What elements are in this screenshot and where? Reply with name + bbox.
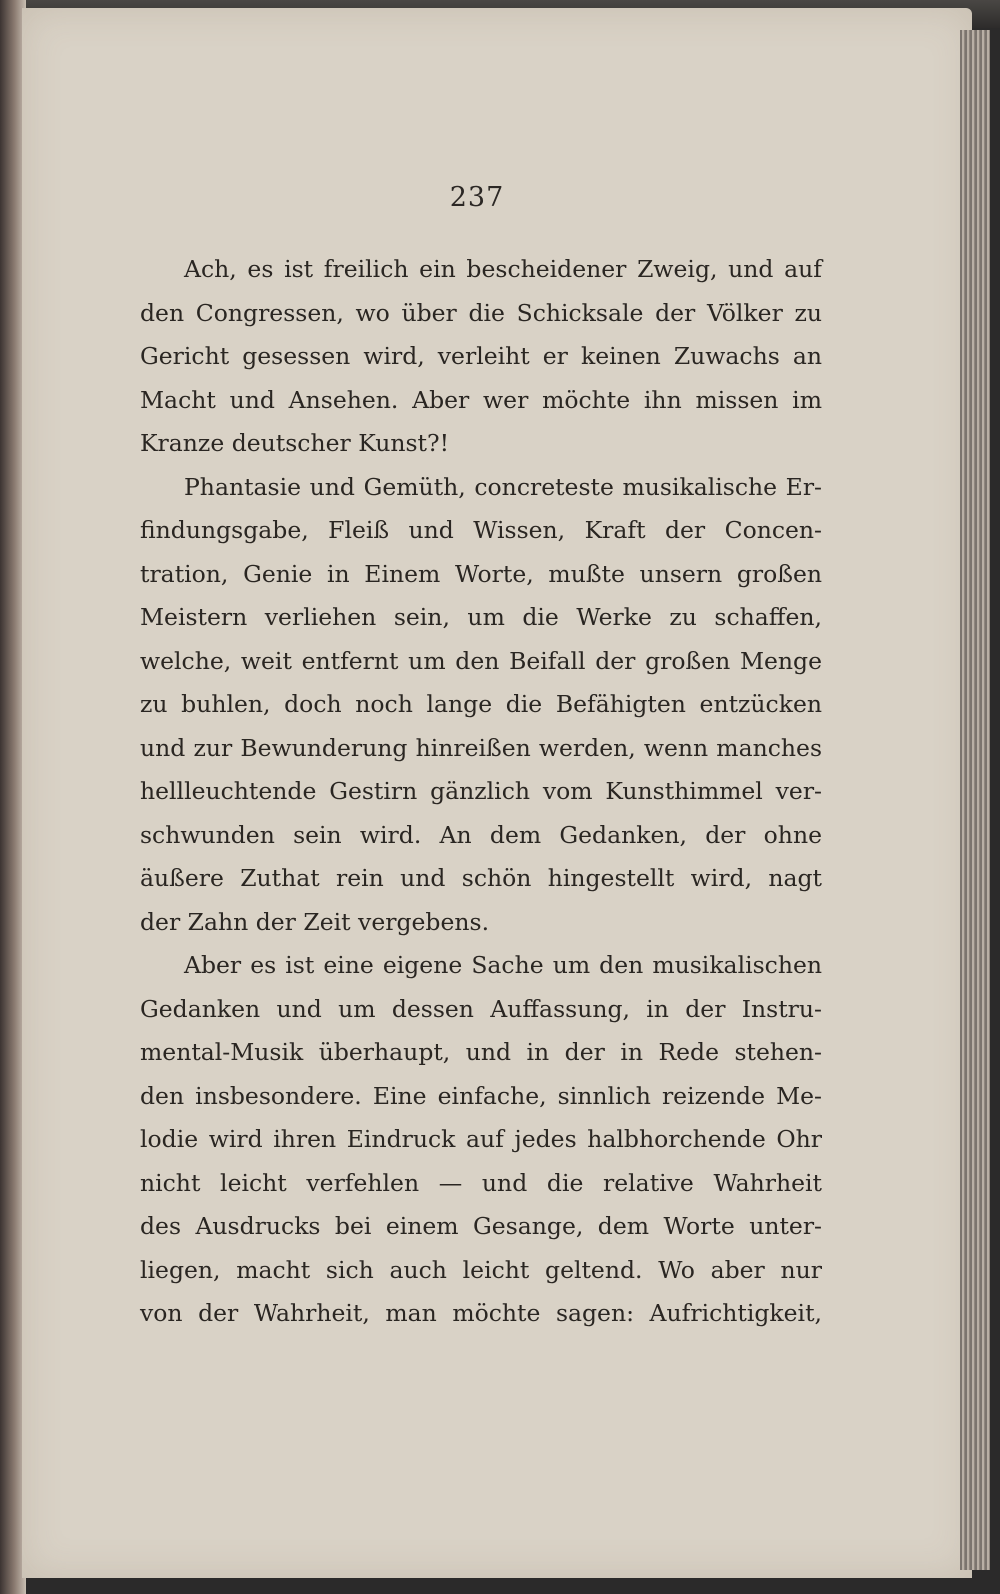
paragraph-2	[140, 466, 822, 945]
text-line: des Ausdrucks bei einem Gesange, dem Worte unter-	[140, 1212, 822, 1240]
text-line: Ach, es ist freilich ein bescheidener Zweig, und auf	[184, 255, 822, 283]
text-line: von der Wahrheit, man möchte sagen: Aufrichtigkeit,	[140, 1299, 822, 1327]
text-line: liegen, macht sich auch leicht geltend. Wo aber nur	[140, 1255, 822, 1284]
text-line: mental-Musik überhaupt, und in der in Rede stehen-	[140, 1038, 822, 1066]
text-line: Kranze deutscher Kunst?!	[140, 429, 450, 457]
paragraph-3	[140, 944, 822, 1336]
body-text	[140, 248, 822, 1336]
book-page	[22, 8, 972, 1578]
text-line: den insbesondere. Eine einfache, sinnlich reizende Me-	[140, 1081, 822, 1110]
text-line: der Zahn der Zeit vergebens.	[140, 907, 490, 936]
paragraph-1	[140, 248, 822, 466]
text-line: hellleuchtende Gestirn gänzlich vom Kunsthimmel ver-	[140, 777, 822, 805]
text-line: lodie wird ihren Eindruck auf jedes halbhorchende Ohr	[140, 1125, 822, 1153]
text-line: Meistern verliehen sein, um die Werke zu schaffen,	[140, 603, 822, 631]
page-number: 237	[449, 182, 505, 213]
text-line: zu buhlen, doch noch lange die Befähigten entzücken	[140, 690, 822, 718]
text-line: nicht leicht verfehlen — und die relative Wahrheit	[140, 1168, 822, 1197]
text-line: und zur Bewunderung hinreißen werden, wenn manches	[140, 733, 822, 762]
text-line: findungsgabe, Fleiß und Wissen, Kraft der Concen-	[140, 516, 822, 544]
text-line: welche, weit entfernt um den Beifall der großen Menge	[140, 646, 822, 675]
text-line: schwunden sein wird. An dem Gedanken, der ohne	[140, 820, 822, 849]
page-block-edge	[960, 30, 990, 1570]
text-line: Macht und Ansehen. Aber wer möchte ihn missen im	[140, 385, 822, 414]
text-line: Gedanken und um dessen Auffassung, in der Instru-	[140, 994, 822, 1023]
text-line: äußere Zuthat rein und schön hingestellt wird, nagt	[140, 864, 822, 892]
text-line: Phantasie und Gemüth, concreteste musikalische Er-	[184, 472, 822, 501]
text-line: tration, Genie in Einem Worte, mußte unsern großen	[140, 559, 822, 588]
text-line: Gericht gesessen wird, verleiht er keinen Zuwachs an	[140, 342, 822, 370]
text-line: den Congressen, wo über die Schicksale der Völker zu	[140, 298, 822, 327]
text-line: Aber es ist eine eigene Sache um den musikalischen	[184, 951, 822, 979]
